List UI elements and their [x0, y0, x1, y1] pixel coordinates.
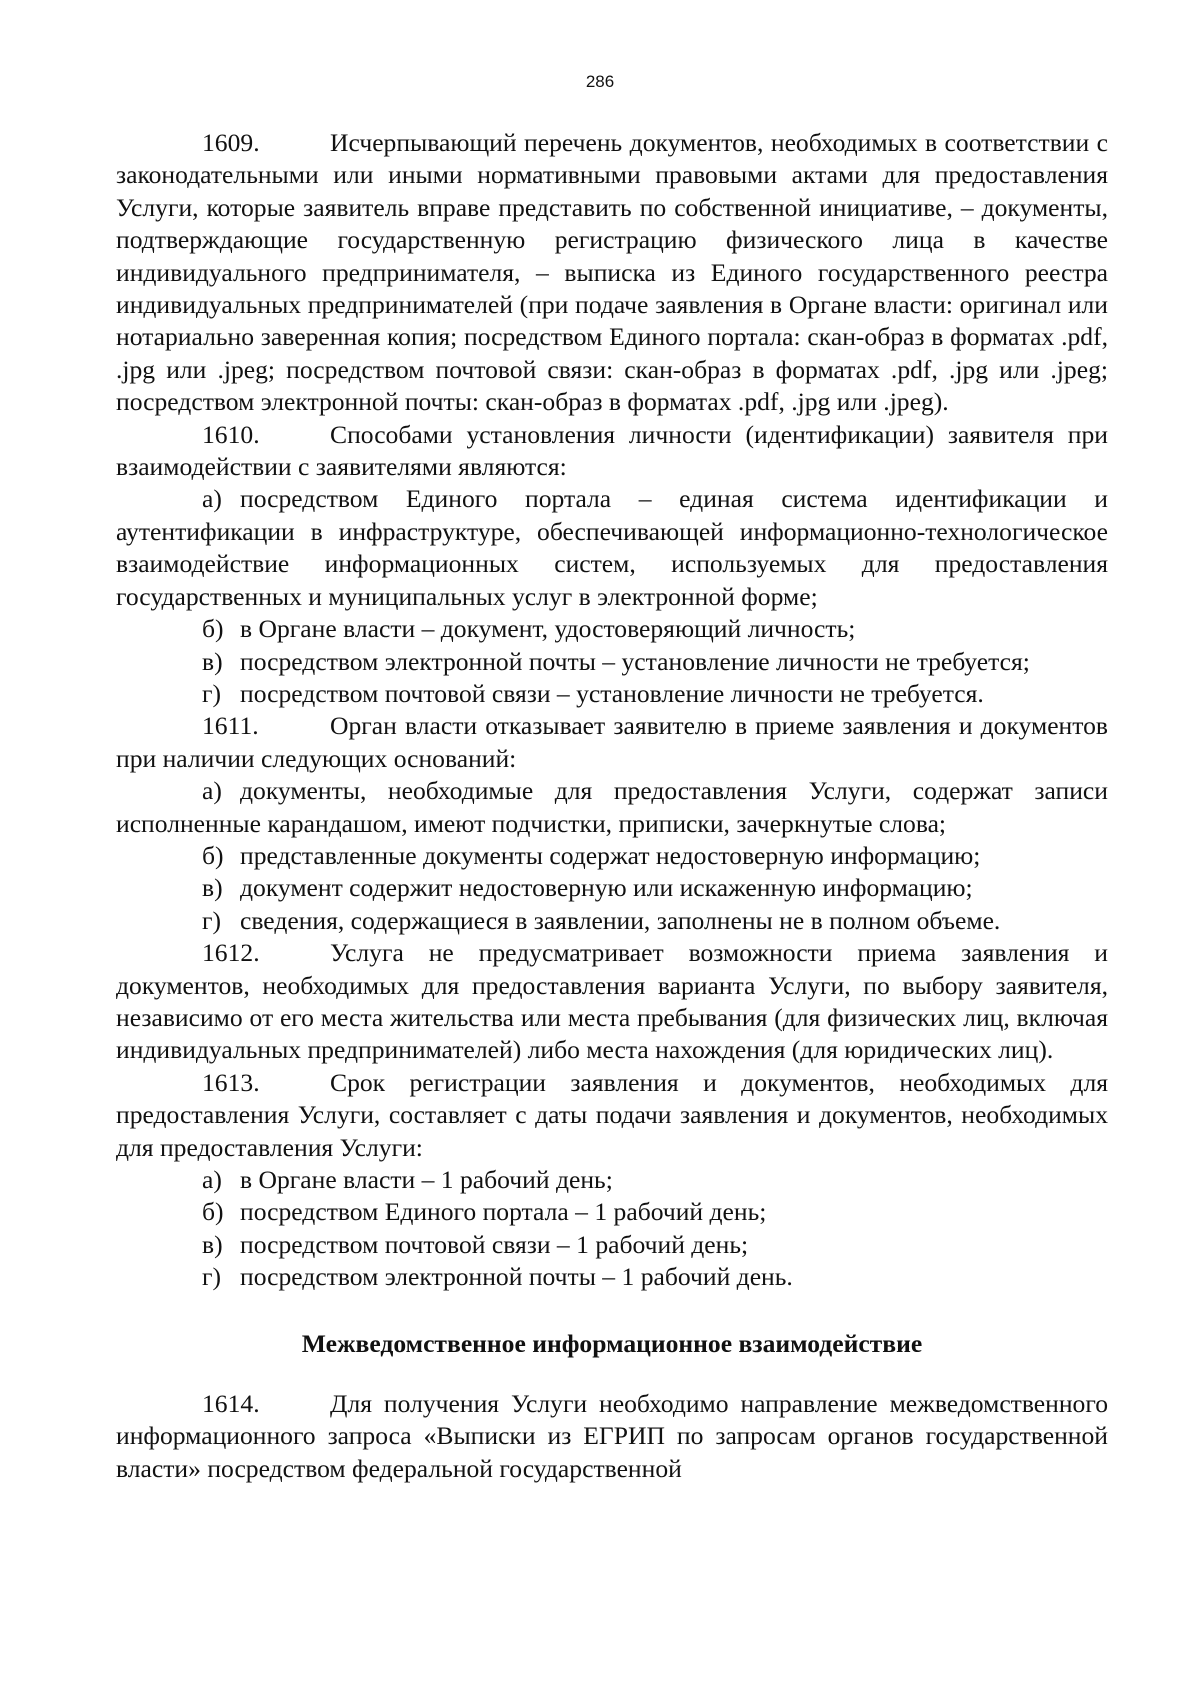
list-item: [116, 1196, 1108, 1228]
list-item-text: посредством почтовой связи – 1 рабочий день;: [240, 1229, 749, 1259]
list-marker: г): [202, 1262, 222, 1292]
list-marker: б): [202, 614, 224, 644]
list-marker: в): [202, 1229, 223, 1259]
paragraph-text: Способами установления личности (идентификации) заявителя при взаимодействии с заявителями являются:: [116, 419, 1108, 482]
paragraph-text: Срок регистрации заявления и документов, необходимых для предоставления Услуги, составляет с даты подачи заявления и документов, необходимых для предоставления Услуги:: [116, 1067, 1108, 1162]
list-item: [116, 1261, 1108, 1293]
list-item-text: посредством Единого портала – 1 рабочий день;: [240, 1197, 767, 1227]
list-marker: г): [202, 678, 222, 708]
list-item-text: в Органе власти – документ, удостоверяющий личность;: [240, 614, 856, 644]
paragraph-1609: [116, 127, 1108, 419]
paragraph-text: Исчерпывающий перечень документов, необходимых в соответствии с законодательными или иными нормативными правовыми актами для предоставления Услуги, которые заявитель вправе представить по собственной инициативе, – документы, подтверждающие государственную регистрацию физического лица в качестве индивидуального предпринимателя, – выписка из Единого государственного реестра индивидуальных предпринимателей (при подаче заявления в Органе власти: оригинал или нотариально заверенная копия; посредством Единого портала: скан-образ в форматах .pdf, .jpg или .jpeg; посредством почтовой связи: скан-образ в форматах .pdf, .jpg или .jpeg; посредством электронной почты: скан-образ в форматах .pdf, .jpg или .jpeg).: [116, 128, 1108, 417]
list-marker: а): [202, 776, 222, 806]
list-marker: г): [202, 905, 222, 935]
paragraph-text: Услуга не предусматривает возможности приема заявления и документов, необходимых для предоставления варианта Услуги, по выбору заявителя, независимо от его места жительства или места пребывания (для физических лиц, включая индивидуальных предпринимателей) либо места нахождения (для юридических лиц).: [116, 938, 1108, 1065]
paragraph-text: Для получения Услуги необходимо направление межведомственного информационного запроса «Выписки из ЕГРИП по запросам органов государственной власти» посредством федеральной государственной: [116, 1389, 1108, 1483]
list-item-text: посредством Единого портала – единая система идентификации и аутентификации в инфраструктуре, обеспечивающей информационно-технологическое взаимодействие информационных систем, используемых для предоставления государственных и муниципальных услуг в электронной форме;: [116, 484, 1108, 611]
list-item-text: документ содержит недостоверную или искаженную информацию;: [240, 873, 973, 903]
list-item-text: посредством электронной почты – установление личности не требуется;: [240, 646, 1030, 676]
list-item: [116, 1229, 1108, 1261]
list-item-text: в Органе власти – 1 рабочий день;: [240, 1165, 613, 1194]
list-item: [116, 905, 1108, 937]
paragraph-number: 1609.: [202, 128, 260, 157]
list-marker: б): [202, 840, 224, 870]
paragraph-number: 1614.: [202, 1389, 260, 1419]
paragraph-1614: [116, 1388, 1108, 1485]
list-marker: б): [202, 1197, 224, 1227]
list-item-text: посредством почтовой связи – установление личности не требуется.: [240, 678, 984, 708]
list-item: [116, 840, 1108, 872]
list-item-text: посредством электронной почты – 1 рабочий день.: [240, 1262, 793, 1292]
paragraph-number: 1611.: [202, 711, 259, 741]
paragraph-1613: [116, 1067, 1108, 1164]
list-item: [116, 775, 1108, 840]
list-marker: а): [202, 1165, 222, 1194]
page-number: 286: [585, 72, 615, 91]
paragraph-1610: [116, 419, 1108, 484]
list-item: [116, 872, 1108, 904]
paragraph-1611: [116, 710, 1108, 775]
list-item-text: сведения, содержащиеся в заявлении, заполнены не в полном объеме.: [240, 905, 1001, 935]
list-item-text: представленные документы содержат недостоверную информацию;: [240, 840, 981, 870]
list-marker: в): [202, 646, 223, 676]
paragraph-1612: [116, 937, 1108, 1067]
paragraph-text: Орган власти отказывает заявителю в приеме заявления и документов при наличии следующих оснований:: [116, 711, 1108, 773]
list-item-text: документы, необходимые для предоставления Услуги, содержат записи исполненные карандашом, имеют подчистки, приписки, зачеркнутые слова;: [116, 776, 1108, 838]
list-item: [116, 1164, 1108, 1196]
paragraph-number: 1610.: [202, 419, 260, 449]
list-item: [116, 646, 1108, 678]
list-item: [116, 483, 1108, 613]
paragraph-number: 1612.: [202, 938, 260, 968]
document-body: [116, 127, 1108, 1485]
list-item: [116, 678, 1108, 710]
paragraph-number: 1613.: [202, 1067, 260, 1097]
section-heading: Межведомственное информационное взаимодействие: [301, 1328, 923, 1358]
list-marker: в): [202, 873, 223, 903]
list-marker: а): [202, 484, 222, 514]
list-item: [116, 613, 1108, 645]
